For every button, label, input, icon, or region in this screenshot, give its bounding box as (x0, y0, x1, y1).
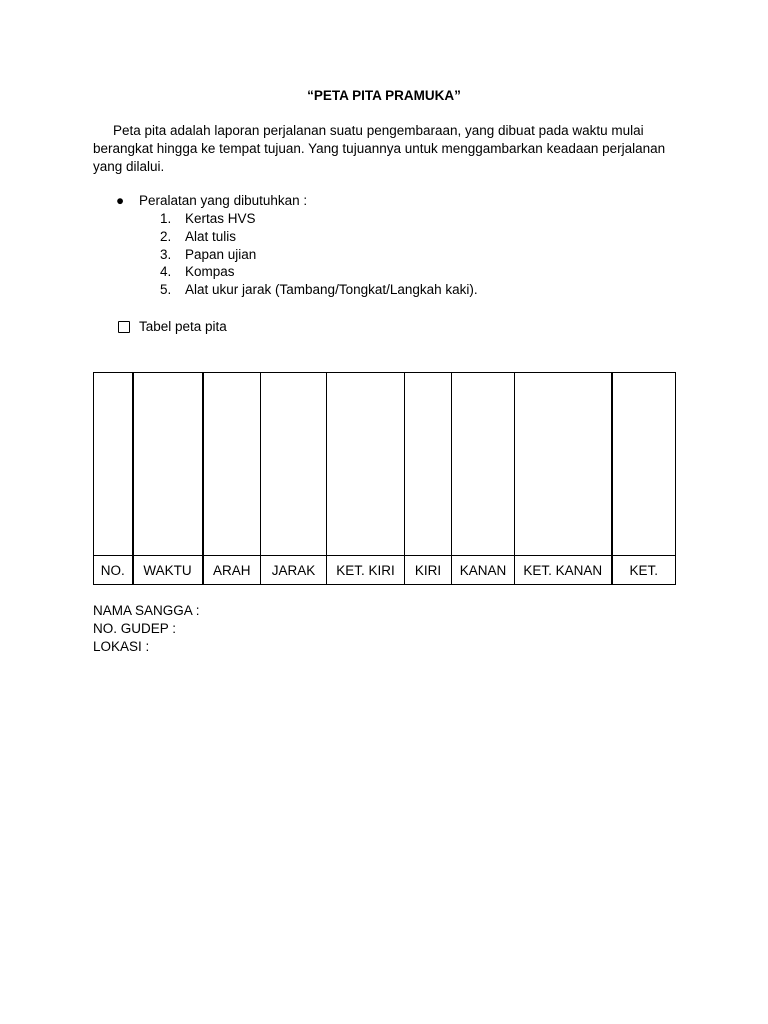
list-item-number: 3. (160, 246, 172, 262)
lokasi-label: LOKASI : (93, 639, 150, 654)
table-cell (94, 373, 133, 556)
table-cell (405, 373, 452, 556)
list-item (160, 281, 478, 299)
no-gudep-label: NO. GUDEP : (93, 621, 177, 636)
column-header-waktu: WAKTU (133, 556, 203, 585)
table-heading-item (118, 318, 227, 336)
list-item-number: 5. (160, 282, 172, 298)
bullet-icon: ● (116, 193, 125, 208)
list-item-label: Kertas HVS (185, 211, 256, 226)
list-item (160, 263, 478, 281)
list-item-label: Alat ukur jarak (Tambang/Tongkat/Langkah kaki). (185, 282, 478, 298)
equipment-bullet (116, 192, 307, 210)
list-item-number: 4. (160, 264, 172, 280)
equipment-heading: Peralatan yang dibutuhkan : (139, 193, 308, 208)
list-item (160, 246, 478, 264)
table-cell (261, 373, 327, 556)
nama-sangga-label: NAMA SANGGA : (93, 603, 200, 618)
table-cell (327, 373, 405, 556)
table-cell (203, 373, 261, 556)
column-header-arah: ARAH (203, 556, 261, 585)
footer-fields (93, 602, 200, 656)
column-header-kanan: KANAN (452, 556, 515, 585)
table-cell (612, 373, 676, 556)
equipment-list (160, 210, 478, 299)
peta-pita-table (93, 372, 676, 585)
intro-text: Peta pita adalah laporan perjalanan suatu pengembaraan, yang dibuat pada waktu mulai berangkat hingga ke tempat tujuan. Yang tujuannya untuk menggambarkan keadaan perjalanan yang dilalui. (93, 123, 666, 174)
table-heading: Tabel peta pita (139, 319, 227, 334)
list-item-label: Alat tulis (185, 228, 237, 244)
list-item (160, 228, 478, 246)
column-header-ket-kiri: KET. KIRI (327, 556, 405, 585)
table-cell (133, 373, 203, 556)
column-header-ket: KET. (612, 556, 676, 585)
table-cell (452, 373, 515, 556)
table-header-row (94, 556, 676, 585)
column-header-no: NO. (94, 556, 133, 585)
intro-paragraph (93, 122, 683, 176)
list-item-number: 1. (160, 211, 172, 226)
document-title: “PETA PITA PRAMUKA” (307, 88, 461, 103)
column-header-kiri: KIRI (405, 556, 452, 585)
list-item-label: Papan ujian (185, 246, 257, 262)
list-item (160, 210, 478, 228)
checkbox-icon (118, 321, 130, 333)
list-item-number: 2. (160, 228, 172, 244)
column-header-jarak: JARAK (261, 556, 327, 585)
list-item-label: Kompas (185, 264, 235, 280)
column-header-ket-kanan: KET. KANAN (515, 556, 612, 585)
table-cell (515, 373, 612, 556)
table-blank-row (94, 373, 676, 556)
